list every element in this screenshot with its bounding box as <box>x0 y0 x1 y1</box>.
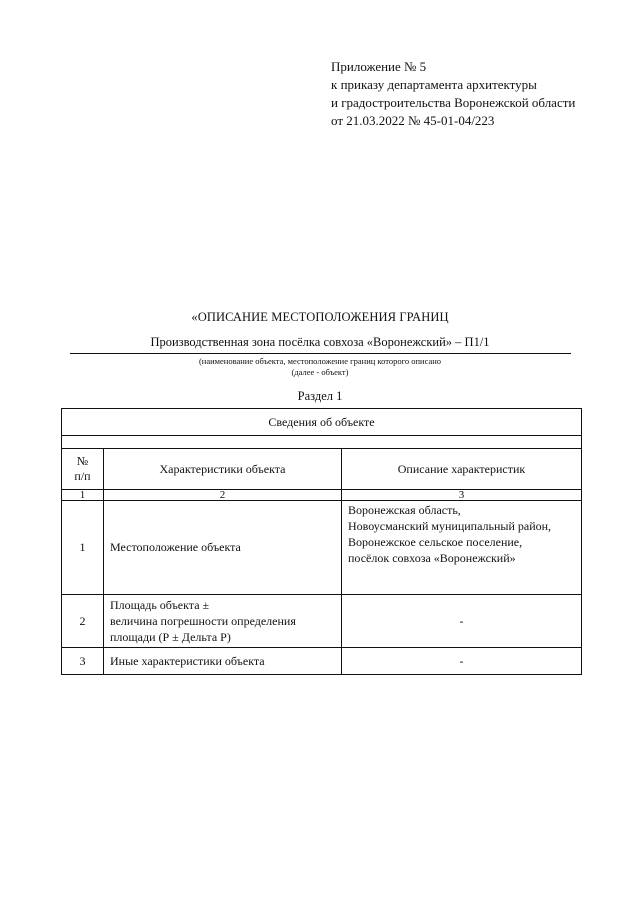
column-number-3: 3 <box>342 490 582 501</box>
table-caption: Сведения об объекте <box>62 409 582 436</box>
header-num-line-1: № <box>76 454 89 468</box>
appendix-line-3: и градостроительства Воронежской области <box>331 95 576 110</box>
description-line: Воронежское сельское поселение, <box>348 535 523 549</box>
appendix-header <box>331 58 575 130</box>
note-line-1: (наименование объекта, местоположение границ которого описано <box>198 356 442 366</box>
header-characteristics: Характеристики объекта <box>104 449 342 490</box>
row-characteristic: Местоположение объекта <box>104 501 342 595</box>
header-num <box>62 449 104 490</box>
header-num-line-2: п/п <box>74 469 91 483</box>
characteristic-line: площади (Р ± Дельта Р) <box>110 630 231 644</box>
characteristic-line: Площадь объекта ± <box>110 598 210 612</box>
row-num: 2 <box>62 595 104 648</box>
object-info-table <box>61 408 582 675</box>
document-title: «ОПИСАНИЕ МЕСТОПОЛОЖЕНИЯ ГРАНИЦ <box>191 310 449 324</box>
object-name-note <box>0 356 640 378</box>
appendix-line-1: Приложение № 5 <box>331 59 427 74</box>
description-line: Воронежская область, <box>348 503 461 517</box>
row-description: - <box>342 595 582 648</box>
column-number-row <box>62 490 582 501</box>
note-line-2: (далее - объект) <box>291 367 349 377</box>
table-caption-row <box>62 409 582 436</box>
row-characteristic <box>104 595 342 648</box>
table-spacer-cell <box>62 436 582 449</box>
table-row <box>62 648 582 675</box>
column-number-1: 1 <box>62 490 104 501</box>
row-num: 1 <box>62 501 104 595</box>
column-number-2: 2 <box>104 490 342 501</box>
row-characteristic: Иные характеристики объекта <box>104 648 342 675</box>
appendix-line-2: к приказу департамента архитектуры <box>331 77 537 92</box>
underline-divider <box>70 353 571 354</box>
section-heading: Раздел 1 <box>297 389 343 403</box>
row-description <box>342 501 582 595</box>
characteristic-line: величина погрешности определения <box>110 614 296 628</box>
header-description: Описание характеристик <box>342 449 582 490</box>
table-row <box>62 595 582 648</box>
description-line: Новоусманский муниципальный район, <box>348 519 552 533</box>
table-header-row <box>62 449 582 490</box>
description-line: посёлок совхоза «Воронежский» <box>348 551 516 565</box>
table-row <box>62 501 582 595</box>
row-description: - <box>342 648 582 675</box>
object-name: Производственная зона посёлка совхоза «Воронежский» – П1/1 <box>150 335 490 349</box>
row-num: 3 <box>62 648 104 675</box>
table-spacer-row <box>62 436 582 449</box>
appendix-line-4: от 21.03.2022 № 45-01-04/223 <box>331 113 495 128</box>
